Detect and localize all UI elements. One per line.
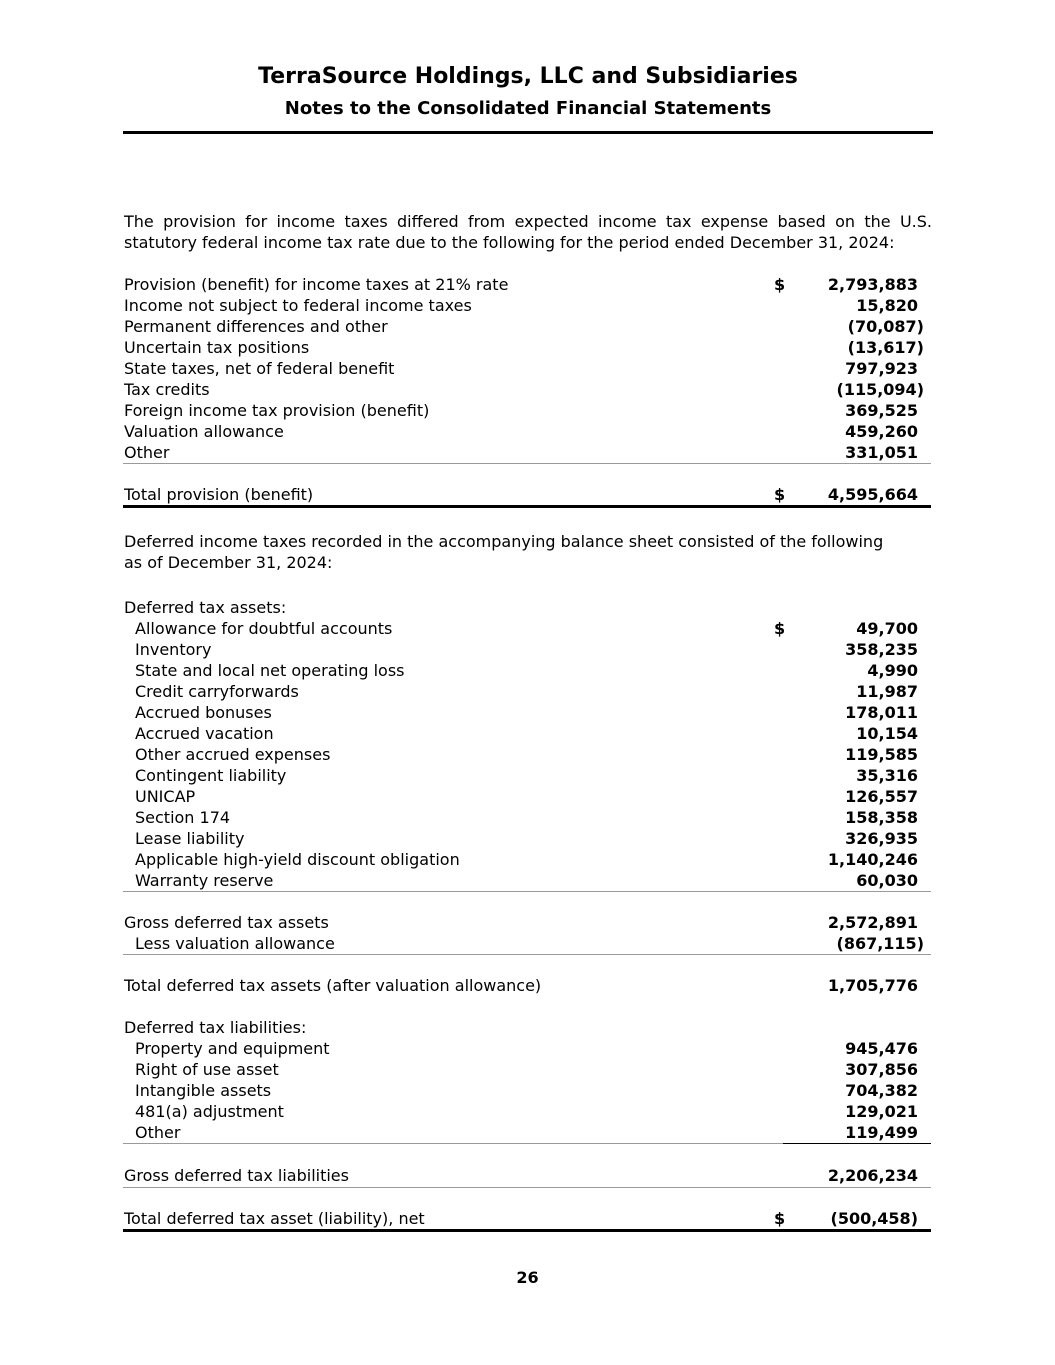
liabilities-heading xyxy=(124,1017,930,1038)
row-amount: 11,987 xyxy=(856,682,918,701)
row-label: Total deferred tax assets (after valuation allowance) xyxy=(124,976,542,995)
row-label: Intangible assets xyxy=(135,1081,272,1100)
row-amount: 60,030 xyxy=(856,871,918,890)
row-label: Valuation allowance xyxy=(124,422,284,441)
provision-intro-line-1: The provision for income taxes differed from expected income tax expense based on the U.S. xyxy=(124,212,932,231)
row-label: Less valuation allowance xyxy=(135,934,335,953)
currency-symbol: $ xyxy=(774,619,786,638)
provision-row xyxy=(124,442,930,463)
total-rule xyxy=(123,1229,931,1232)
provision-row xyxy=(124,295,930,316)
provision-row xyxy=(124,358,930,379)
deferred-intro-line-1: Deferred income taxes recorded in the accompanying balance sheet consisted of the following xyxy=(124,532,884,551)
header-rule xyxy=(123,131,933,134)
valuation-allowance-row xyxy=(124,933,930,954)
row-label: Permanent differences and other xyxy=(124,317,388,336)
row-amount: 358,235 xyxy=(845,640,918,659)
asset-row xyxy=(124,618,930,639)
asset-row xyxy=(124,639,930,660)
provision-row xyxy=(124,274,930,295)
row-amount: 126,557 xyxy=(845,787,918,806)
gross-liabilities-row xyxy=(124,1165,930,1186)
row-label: State taxes, net of federal benefit xyxy=(124,359,395,378)
currency-symbol: $ xyxy=(774,485,786,504)
provision-row xyxy=(124,421,930,442)
row-label: Allowance for doubtful accounts xyxy=(135,619,393,638)
row-label: Inventory xyxy=(135,640,212,659)
row-amount: 35,316 xyxy=(856,766,918,785)
subtotal-rule xyxy=(123,891,931,892)
provision-row xyxy=(124,337,930,358)
row-amount: 49,700 xyxy=(856,619,918,638)
row-amount: 2,206,234 xyxy=(827,1166,918,1185)
row-amount: (70,087) xyxy=(847,317,924,336)
row-label: Foreign income tax provision (benefit) xyxy=(124,401,430,420)
row-amount: 178,011 xyxy=(845,703,918,722)
row-label: Gross deferred tax assets xyxy=(124,913,329,932)
section-title: Notes to the Consolidated Financial Statements xyxy=(284,98,772,119)
row-label: Tax credits xyxy=(124,380,210,399)
asset-row xyxy=(124,744,930,765)
asset-row xyxy=(124,807,930,828)
row-amount: (500,458) xyxy=(830,1209,918,1228)
row-label: Applicable high-yield discount obligation xyxy=(135,850,460,869)
row-amount: 15,820 xyxy=(856,296,918,315)
gross-assets-row xyxy=(124,912,930,933)
row-label: Accrued bonuses xyxy=(135,703,272,722)
row-label: Other accrued expenses xyxy=(135,745,331,764)
liability-row xyxy=(124,1101,930,1122)
page-header xyxy=(123,60,933,124)
row-label: Provision (benefit) for income taxes at 21% rate xyxy=(124,275,509,294)
net-deferred-row xyxy=(124,1208,930,1229)
assets-heading xyxy=(124,597,930,618)
amount-underline xyxy=(783,1143,931,1144)
asset-row xyxy=(124,828,930,849)
row-amount: 797,923 xyxy=(845,359,918,378)
row-amount: 307,856 xyxy=(845,1060,918,1079)
asset-row xyxy=(124,702,930,723)
deferred-intro xyxy=(124,531,932,573)
row-label: Warranty reserve xyxy=(135,871,274,890)
row-amount: 119,585 xyxy=(845,745,918,764)
asset-row xyxy=(124,786,930,807)
row-label: Contingent liability xyxy=(135,766,287,785)
subtotal-rule xyxy=(123,463,931,464)
row-amount: 704,382 xyxy=(845,1081,918,1100)
liability-row xyxy=(124,1122,930,1143)
row-amount: 2,572,891 xyxy=(827,913,918,932)
row-amount: (867,115) xyxy=(836,934,924,953)
row-amount: 4,990 xyxy=(867,661,918,680)
total-rule xyxy=(123,505,931,508)
row-label: Total deferred tax asset (liability), net xyxy=(124,1209,425,1228)
asset-row xyxy=(124,765,930,786)
row-label: Other xyxy=(124,443,170,462)
row-label: Other xyxy=(135,1123,181,1142)
row-label: Credit carryforwards xyxy=(135,682,299,701)
subtotal-rule xyxy=(123,1187,931,1188)
row-amount: (115,094) xyxy=(836,380,924,399)
row-amount: 331,051 xyxy=(845,443,918,462)
section-heading: Deferred tax assets: xyxy=(124,598,287,617)
row-label: State and local net operating loss xyxy=(135,661,405,680)
row-label: Income not subject to federal income taxes xyxy=(124,296,472,315)
row-amount: 129,021 xyxy=(845,1102,918,1121)
row-amount: (13,617) xyxy=(847,338,924,357)
liability-row xyxy=(124,1038,930,1059)
currency-symbol: $ xyxy=(774,275,786,294)
row-amount: 2,793,883 xyxy=(827,275,918,294)
row-label: 481(a) adjustment xyxy=(135,1102,284,1121)
provision-row xyxy=(124,316,930,337)
provision-intro xyxy=(124,211,932,253)
row-label: Uncertain tax positions xyxy=(124,338,310,357)
row-amount: 369,525 xyxy=(845,401,918,420)
row-label: Gross deferred tax liabilities xyxy=(124,1166,349,1185)
section-heading: Deferred tax liabilities: xyxy=(124,1018,307,1037)
row-amount: 459,260 xyxy=(845,422,918,441)
asset-row xyxy=(124,723,930,744)
row-amount: 945,476 xyxy=(845,1039,918,1058)
asset-row xyxy=(124,660,930,681)
row-amount: 119,499 xyxy=(845,1123,918,1142)
liability-row xyxy=(124,1080,930,1101)
row-amount: 158,358 xyxy=(845,808,918,827)
asset-row xyxy=(124,681,930,702)
row-label: Section 174 xyxy=(135,808,231,827)
row-amount: 1,705,776 xyxy=(827,976,918,995)
subtotal-rule xyxy=(123,954,931,955)
row-label: Right of use asset xyxy=(135,1060,279,1079)
total-assets-row xyxy=(124,975,930,996)
provision-intro-line-2: statutory federal income tax rate due to the following for the period ended December 31, 2024: xyxy=(124,233,895,252)
provision-total-row xyxy=(124,484,930,505)
page-number: 26 xyxy=(516,1268,539,1287)
asset-row xyxy=(124,870,930,891)
asset-row xyxy=(124,849,930,870)
row-amount: 326,935 xyxy=(845,829,918,848)
currency-symbol: $ xyxy=(774,1209,786,1228)
row-label: Lease liability xyxy=(135,829,245,848)
deferred-intro-line-2: as of December 31, 2024: xyxy=(124,553,333,572)
row-label: UNICAP xyxy=(135,787,196,806)
liability-row xyxy=(124,1059,930,1080)
row-amount: 1,140,246 xyxy=(827,850,918,869)
company-name: TerraSource Holdings, LLC and Subsidiaries xyxy=(258,64,798,89)
row-label: Property and equipment xyxy=(135,1039,330,1058)
row-label: Total provision (benefit) xyxy=(124,485,314,504)
provision-row xyxy=(124,400,930,421)
row-amount: 4,595,664 xyxy=(827,485,918,504)
row-amount: 10,154 xyxy=(856,724,918,743)
provision-row xyxy=(124,379,930,400)
row-label: Accrued vacation xyxy=(135,724,274,743)
